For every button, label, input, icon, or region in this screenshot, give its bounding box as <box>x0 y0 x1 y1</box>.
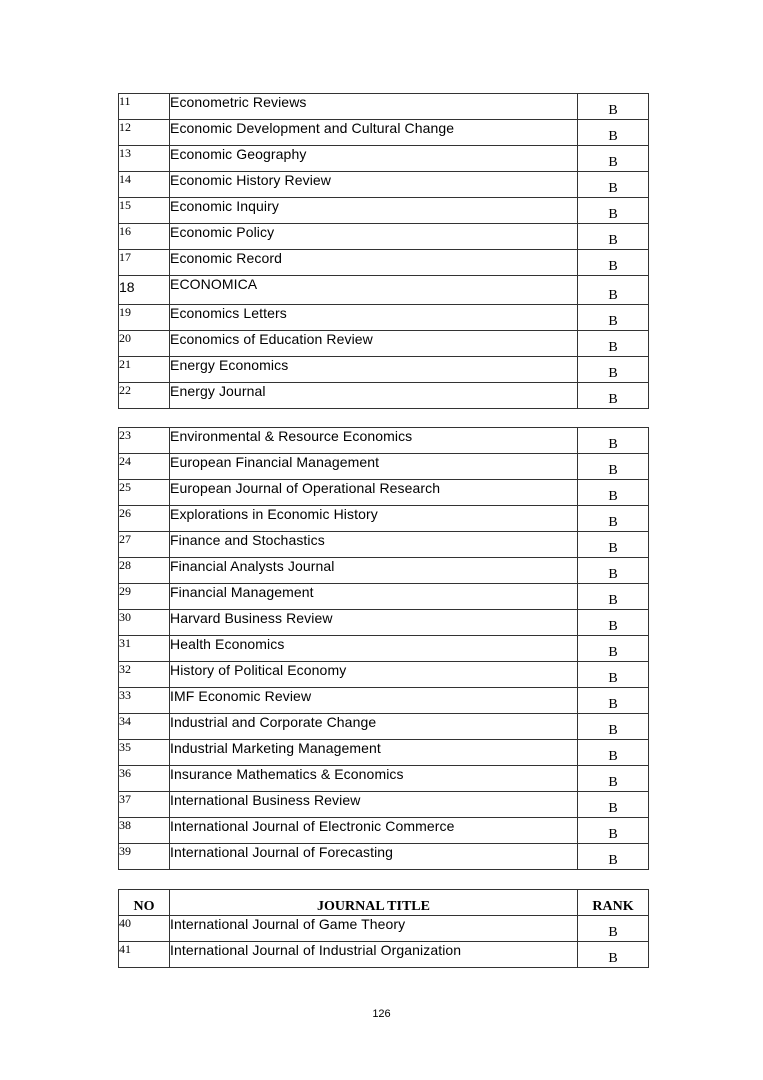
row-number: 31 <box>119 636 170 662</box>
table-row <box>119 305 649 331</box>
journal-rank: B <box>578 120 649 146</box>
journal-table-1 <box>118 93 649 409</box>
journal-rank: B <box>578 688 649 714</box>
journal-title: History of Political Economy <box>170 662 578 688</box>
journal-title: Industrial Marketing Management <box>170 740 578 766</box>
table-row <box>119 688 649 714</box>
journal-rank: B <box>578 558 649 584</box>
table-row <box>119 916 649 942</box>
journal-title: International Journal of Electronic Commerce <box>170 818 578 844</box>
journal-title: Financial Analysts Journal <box>170 558 578 584</box>
column-header-rank: RANK <box>578 890 649 916</box>
journal-rank: B <box>578 532 649 558</box>
row-number: 18 <box>119 276 170 305</box>
row-number: 37 <box>119 792 170 818</box>
row-number: 26 <box>119 506 170 532</box>
journal-rank: B <box>578 172 649 198</box>
row-number: 15 <box>119 198 170 224</box>
journal-rank: B <box>578 766 649 792</box>
journal-title: Industrial and Corporate Change <box>170 714 578 740</box>
table-row <box>119 428 649 454</box>
row-number: 28 <box>119 558 170 584</box>
journal-title: Economic Development and Cultural Change <box>170 120 578 146</box>
journal-title: Energy Journal <box>170 383 578 409</box>
row-number: 35 <box>119 740 170 766</box>
journal-title: Economic Policy <box>170 224 578 250</box>
journal-rank: B <box>578 480 649 506</box>
row-number: 34 <box>119 714 170 740</box>
journal-title: Health Economics <box>170 636 578 662</box>
table-row <box>119 224 649 250</box>
journal-rank: B <box>578 305 649 331</box>
table-row <box>119 818 649 844</box>
table-row <box>119 942 649 968</box>
table-row <box>119 383 649 409</box>
table-row <box>119 844 649 870</box>
table-row <box>119 766 649 792</box>
journal-rank: B <box>578 506 649 532</box>
journal-title: Insurance Mathematics & Economics <box>170 766 578 792</box>
journal-title: Economic History Review <box>170 172 578 198</box>
journal-rank: B <box>578 844 649 870</box>
row-number: 22 <box>119 383 170 409</box>
journal-rank: B <box>578 610 649 636</box>
row-number: 13 <box>119 146 170 172</box>
row-number: 38 <box>119 818 170 844</box>
table-row <box>119 714 649 740</box>
table-row <box>119 636 649 662</box>
row-number: 29 <box>119 584 170 610</box>
journal-rank: B <box>578 198 649 224</box>
journal-rank: B <box>578 331 649 357</box>
journal-title: European Journal of Operational Research <box>170 480 578 506</box>
journal-title: Econometric Reviews <box>170 94 578 120</box>
table-row <box>119 172 649 198</box>
journal-title: International Journal of Industrial Organization <box>170 942 578 968</box>
journal-title: Harvard Business Review <box>170 610 578 636</box>
row-number: 30 <box>119 610 170 636</box>
journal-rank: B <box>578 662 649 688</box>
table-row <box>119 198 649 224</box>
table-row <box>119 480 649 506</box>
table-row <box>119 276 649 305</box>
journal-title: Finance and Stochastics <box>170 532 578 558</box>
table-row <box>119 662 649 688</box>
journal-rank: B <box>578 250 649 276</box>
journal-rank: B <box>578 383 649 409</box>
table-row <box>119 250 649 276</box>
table-row <box>119 331 649 357</box>
table-row <box>119 146 649 172</box>
journal-rank: B <box>578 792 649 818</box>
row-number: 14 <box>119 172 170 198</box>
row-number: 20 <box>119 331 170 357</box>
table-row <box>119 94 649 120</box>
journal-rank: B <box>578 224 649 250</box>
journal-table-2 <box>118 427 649 870</box>
row-number: 33 <box>119 688 170 714</box>
table-row <box>119 610 649 636</box>
page-number: 126 <box>372 1008 391 1020</box>
journal-rank: B <box>578 942 649 968</box>
journal-rank: B <box>578 428 649 454</box>
journal-rank: B <box>578 357 649 383</box>
row-number: 12 <box>119 120 170 146</box>
journal-title: Economics of Education Review <box>170 331 578 357</box>
journal-rank: B <box>578 454 649 480</box>
journal-title: International Journal of Forecasting <box>170 844 578 870</box>
table-row <box>119 120 649 146</box>
table-row <box>119 357 649 383</box>
table-header-row <box>119 890 649 916</box>
journal-rank: B <box>578 584 649 610</box>
journal-rank: B <box>578 636 649 662</box>
row-number: 19 <box>119 305 170 331</box>
journal-title: ECONOMICA <box>170 276 578 305</box>
journal-rank: B <box>578 818 649 844</box>
journal-title: Environmental & Resource Economics <box>170 428 578 454</box>
table-row <box>119 532 649 558</box>
journal-rank: B <box>578 714 649 740</box>
journal-title: IMF Economic Review <box>170 688 578 714</box>
journal-title: Economic Record <box>170 250 578 276</box>
table-row <box>119 558 649 584</box>
journal-title: Economics Letters <box>170 305 578 331</box>
journal-title: Financial Management <box>170 584 578 610</box>
journal-rank: B <box>578 146 649 172</box>
journal-title: Economic Inquiry <box>170 198 578 224</box>
journal-title: International Journal of Game Theory <box>170 916 578 942</box>
journal-rank: B <box>578 740 649 766</box>
journal-title: International Business Review <box>170 792 578 818</box>
journal-title: Explorations in Economic History <box>170 506 578 532</box>
journal-table-3 <box>118 889 649 968</box>
row-number: 32 <box>119 662 170 688</box>
row-number: 11 <box>119 94 170 120</box>
row-number: 40 <box>119 916 170 942</box>
journal-title: European Financial Management <box>170 454 578 480</box>
journal-rank: B <box>578 94 649 120</box>
column-header-no: NO <box>119 890 170 916</box>
journal-rank: B <box>578 916 649 942</box>
row-number: 41 <box>119 942 170 968</box>
row-number: 23 <box>119 428 170 454</box>
journal-rank: B <box>578 276 649 305</box>
table-row <box>119 506 649 532</box>
row-number: 21 <box>119 357 170 383</box>
table-row <box>119 740 649 766</box>
column-header-journal-title: JOURNAL TITLE <box>170 890 578 916</box>
table-row <box>119 792 649 818</box>
row-number: 25 <box>119 480 170 506</box>
row-number: 16 <box>119 224 170 250</box>
journal-title: Energy Economics <box>170 357 578 383</box>
journal-title: Economic Geography <box>170 146 578 172</box>
row-number: 24 <box>119 454 170 480</box>
row-number: 36 <box>119 766 170 792</box>
row-number: 17 <box>119 250 170 276</box>
row-number: 27 <box>119 532 170 558</box>
table-row <box>119 584 649 610</box>
table-row <box>119 454 649 480</box>
row-number: 39 <box>119 844 170 870</box>
